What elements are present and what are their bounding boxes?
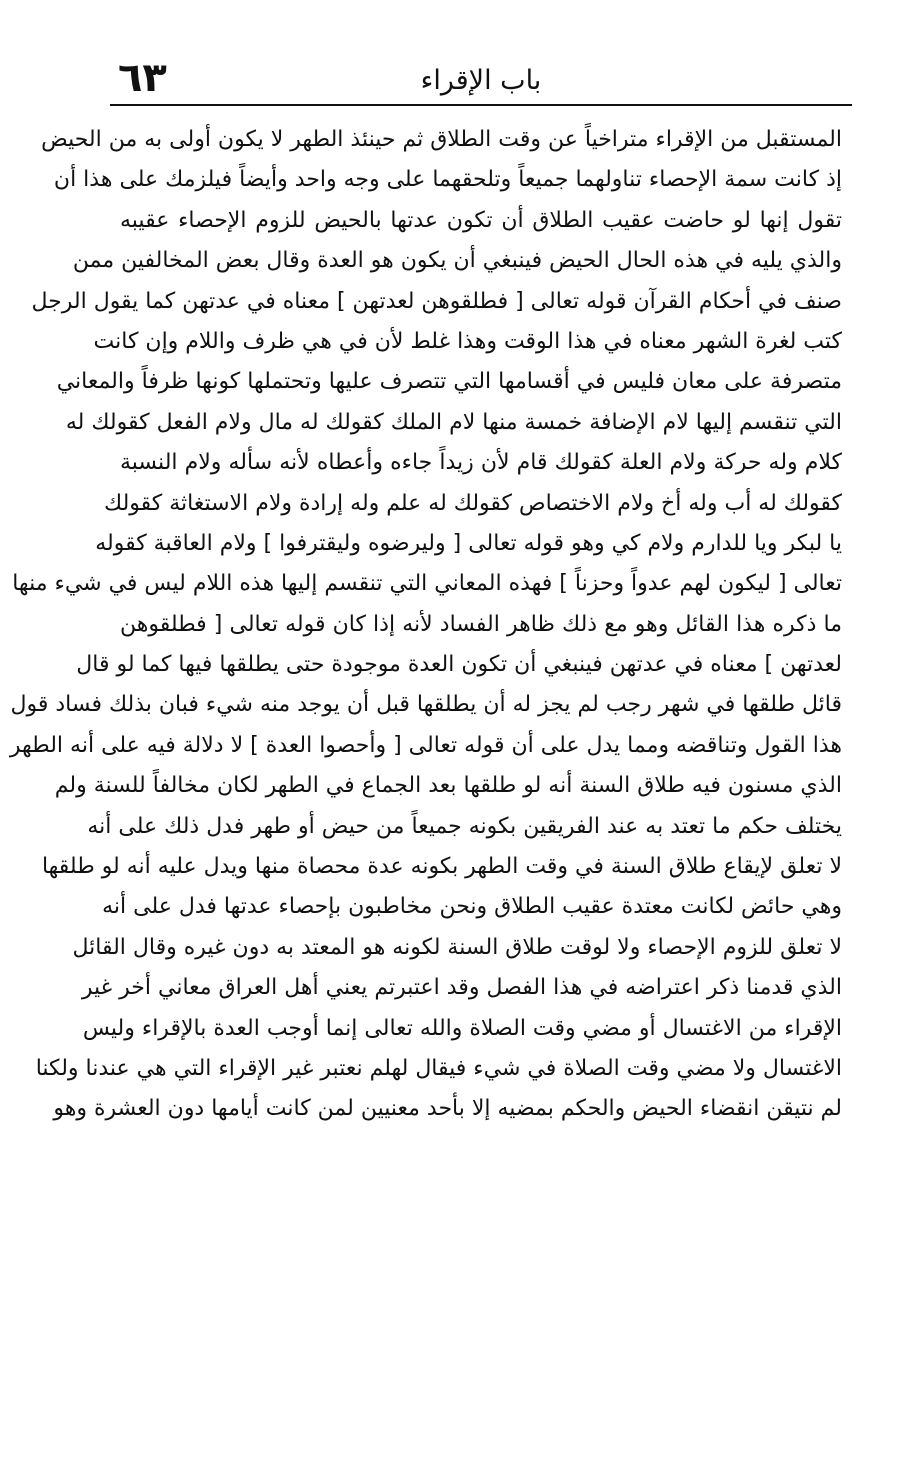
- text-line: لا تعلق للزوم الإحصاء ولا لوقت طلاق السنة لكونه هو المعتد به دون غيره وقال القائل: [72, 934, 842, 960]
- text-line: صنف في أحكام القرآن قوله تعالى [ فطلقوهن لعدتهن ] معناه في عدتهن كما يقول الرجل: [31, 288, 842, 314]
- text-line: تعالى [ ليكون لهم عدواً وحزناً ] فهذه المعاني التي تنقسم إليها هذه اللام ليس في شيء منها: [12, 571, 842, 597]
- text-line: الاغتسال ولا مضي وقت الصلاة في شيء فيقال لهلم نعتبر غير الإقراء التي هي عندنا ولكنا: [35, 1055, 842, 1081]
- text-line: هذا القول وتناقضه ومما يدل على أن قوله تعالى [ وأحصوا العدة ] لا دلالة فيه على أنه الطهر: [9, 732, 842, 758]
- text-line: المستقبل من الإقراء متراخياً عن وقت الطلاق ثم حينئذ الطهر لا يكون أولى به من الحيض: [41, 127, 842, 152]
- text-line: كقولك له أب وله أخ ولام الاختصاص كقولك له علم وله إرادة ولام الاستغاثة كقولك: [104, 490, 842, 516]
- text-line: لم نتيقن انقضاء الحيض والحكم بمضيه إلا بأحد معنيين لمن كانت أيامها دون العشرة وهو: [53, 1096, 842, 1122]
- text-line: تقول إنها لو حاضت عقيب الطلاق أن تكون عدتها بالحيض للزوم الإحصاء عقيبه: [120, 207, 842, 233]
- text-line: كلام وله حركة ولام العلة كقولك قام لأن زيداً جاءه وأعطاه لأنه سأله ولام النسبة: [120, 450, 842, 476]
- text-line: الإقراء من الاغتسال أو مضي وقت الصلاة والله تعالى إنما أوجب العدة بالإقراء وليس: [82, 1015, 842, 1041]
- header-rule: [110, 104, 852, 106]
- text-line: كتب لغرة الشهر معناه في هذا الوقت وهذا غلط لأن في هي ظرف واللام وإن كانت: [93, 328, 842, 354]
- body-text: [9, 120, 842, 1250]
- text-line: متصرفة على معان فليس في أقسامها التي تتصرف عليها وتحتملها كونها ظرفاً والمعاني: [56, 369, 842, 395]
- text-line: لا تعلق لإيقاع طلاق السنة في وقت الطهر بكونه عدة محصاة منها ويدل عليه أنه لو طلقها: [41, 854, 842, 880]
- text-line: التي تنقسم إليها لام الإضافة خمسة منها لام الملك كقولك له مال ولام الفعل كقولك له: [65, 409, 842, 435]
- running-title: باب الإقراء: [420, 65, 542, 96]
- text-line: إذ كانت سمة الإحصاء تناولهما جميعاً وتلحقهما على وجه واحد وأيضاً فيلزمك على هذا أن: [53, 167, 842, 193]
- text-line: لعدتهن ] معناه في عدتهن فينبغي أن تكون العدة موجودة حتى يطلقها فيها كما لو قال: [76, 652, 842, 678]
- text-line: ما ذكره هذا القائل وهو مع ذلك ظاهر الفساد لأنه إذا كان قوله تعالى [ فطلقوهن: [120, 611, 842, 637]
- page-number: ٦٣: [118, 55, 167, 101]
- text-line: وهي حائض لكانت معتدة عقيب الطلاق ونحن مخاطبون بإحصاء عدتها فدل على أنه: [102, 894, 842, 920]
- text-line: يختلف حكم ما تعتد به عند الفريقين بكونه جميعاً من حيض أو طهر فدل ذلك على أنه: [87, 813, 842, 839]
- page-header: [110, 50, 852, 106]
- text-line: والذي يليه في هذه الحال الحيض فينبغي أن يكون هو العدة وقال بعض المخالفين ممن: [72, 248, 842, 274]
- text-line: الذي قدمنا ذكر اعتراضه في هذا الفصل وقد اعتبرتم يعني أهل العراق معاني أخر غير: [81, 975, 842, 1001]
- text-line: الذي مسنون فيه طلاق السنة أنه لو طلقها بعد الجماع في الطهر لكان مخالفاً للسنة ولم: [54, 773, 842, 799]
- text-line: يا لبكر ويا للدارم ولام كي وهو قوله تعالى [ وليرضوه وليقترفوا ] ولام العاقبة كقوله: [95, 530, 842, 556]
- text-line: قائل طلقها في شهر رجب لم يجز له أن يطلقها قبل أن يوجد منه شيء فبان بذلك فساد قول: [10, 692, 842, 718]
